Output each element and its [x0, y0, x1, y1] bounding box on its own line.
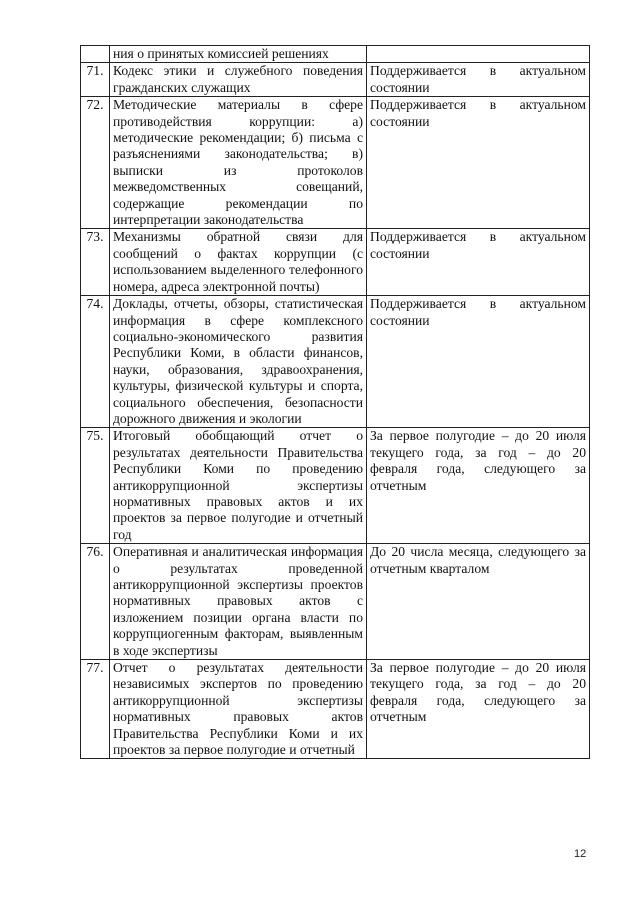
information-name: Доклады, отчеты, обзоры, статистическая информация в сфере комплексного социально-экономического развития Республики Коми, в области финансов, науки, образования, здравоохранения, культуры, физической культуры и спорта, социального обеспечения, безопасности дорожного движения и экологии [110, 296, 367, 428]
page-number: 12 [574, 848, 587, 860]
table-row [81, 544, 590, 660]
placement-term: Поддерживается в актуальном состоянии [367, 97, 590, 229]
table-row [81, 660, 590, 759]
row-number: 71. [81, 63, 110, 97]
table-row [81, 97, 590, 229]
information-name: Оперативная и аналитическая информация о результатах проведенной антикоррупционной экспертизы проектов нормативных правовых актов с изложением позиции органа власти по коррупциогенным факторам, выявленным в ходе экспертизы [110, 544, 367, 660]
information-table-body [81, 46, 590, 759]
row-number: 75. [81, 428, 110, 544]
placement-term: За первое полугодие – до 20 июля текущего года, за год – до 20 февраля года, следующего за отчетным [367, 660, 590, 759]
row-number: 74. [81, 296, 110, 428]
table-row [81, 296, 590, 428]
placement-term: До 20 числа месяца, следующего за отчетным кварталом [367, 544, 590, 660]
information-name: Кодекс этики и служебного поведения гражданских служащих [110, 63, 367, 97]
information-name: Методические материалы в сфере противодействия коррупции: а) методические рекомендации; б) письма с разъяснениями законодательства; в) выписки из протоколов межведомственных совещаний, содержащие рекомендации по интерпретации законодательства [110, 97, 367, 229]
row-number: 73. [81, 229, 110, 296]
table-row [81, 229, 590, 296]
table-row [81, 46, 590, 63]
placement-term: Поддерживается в актуальном состоянии [367, 63, 590, 97]
placement-term: Поддерживается в актуальном состоянии [367, 229, 590, 296]
placement-term [367, 46, 590, 63]
information-name: Механизмы обратной связи для сообщений о фактах коррупции (с использованием выделенного телефонного номера, адреса электронной почты) [110, 229, 367, 296]
information-name: Итоговый обобщающий отчет о результатах деятельности Правительства Республики Коми по проведению антикоррупционной экспертизы нормативных правовых актов и их проектов за первое полугодие и отчетный год [110, 428, 367, 544]
table-row [81, 428, 590, 544]
information-table [80, 45, 590, 759]
information-name: ния о принятых комиссией решениях [110, 46, 367, 63]
row-number: 72. [81, 97, 110, 229]
placement-term: Поддерживается в актуальном состоянии [367, 296, 590, 428]
placement-term: За первое полугодие – до 20 июля текущего года, за год – до 20 февраля года, следующего за отчетным [367, 428, 590, 544]
table-row [81, 63, 590, 97]
information-name: Отчет о результатах деятельности независимых экспертов по проведению антикоррупционной экспертизы нормативных правовых актов Правительства Республики Коми и их проектов за первое полугодие и отчетный [110, 660, 367, 759]
row-number: 76. [81, 544, 110, 660]
row-number: 77. [81, 660, 110, 759]
row-number [81, 46, 110, 63]
